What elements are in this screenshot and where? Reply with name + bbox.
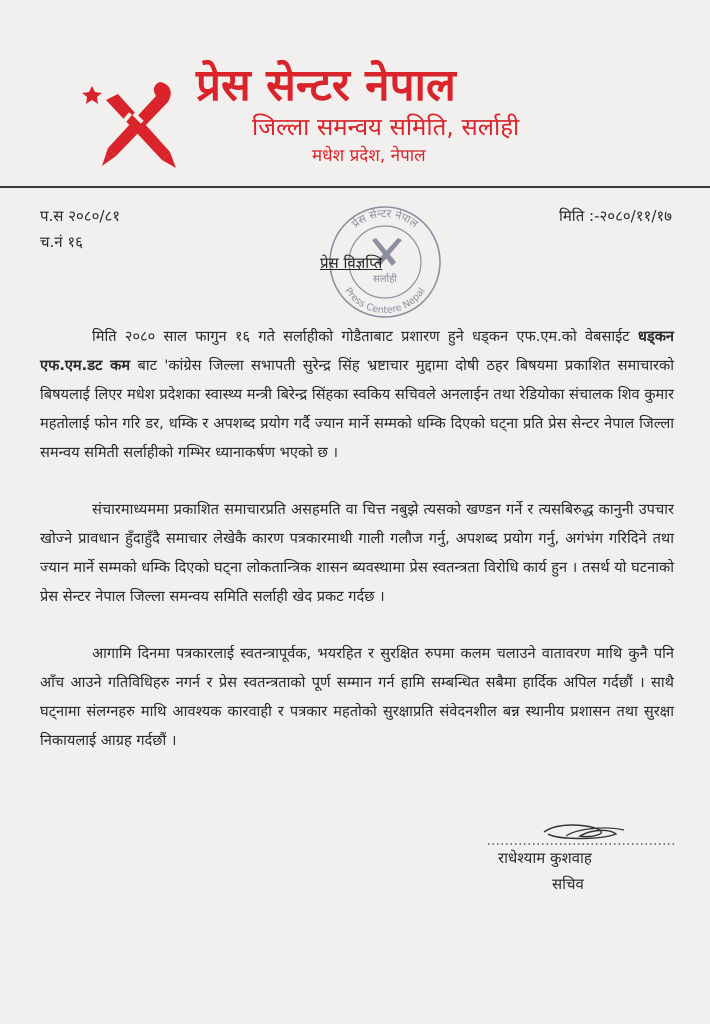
paragraph-1-text-b: बाट 'कांग्रेस जिल्ला सभापती सुरेन्द्र सिंह भ्रष्टाचार मुद्दामा दोषी ठहर बिषयमा प्रकाशित समाचारको बिषयलाई लिएर मधेश प्रदेशका स्वास्थ्य मन्त्री बिरेन्द्र सिंहका स्वकिय सचिवले अनलाईन तथा रेडियोका संचालक शिव कुमार महतोलाई फोन गरि डर, धम्कि र अपशब्द प्रयोग गर्दै ज्यान मार्ने सम्मको धम्कि दिएको घट्ना प्रति प्रेस सेन्टर नेपाल जिल्ला समन्वय समिती सर्लाहीको गम्भिर ध्यानाकर्षण भएको छ । xyxy=(40,357,674,461)
fiscal-year-reference: प.स २०८०/८१ xyxy=(40,207,121,225)
organization-name: प्रेस सेन्टर नेपाल xyxy=(196,60,456,111)
committee-name: जिल्ला समन्वय समिति, सर्लाही xyxy=(252,113,520,141)
signatory-title: सचिव xyxy=(552,875,584,893)
letter-date: मिति :-२०८०/११/१७ xyxy=(558,207,672,225)
handwritten-signature xyxy=(488,818,674,848)
paragraph-3: आगामि दिनमा पत्रकारलाई स्वतन्त्रापूर्वक, भयरहित र सुरक्षित रुपमा कलम चलाउने वातावरण माथि कुनै पनि आँच आउने गतिविधिहरु नगर्न र प्रेस स्वतन्त्रताको पूर्ण सम्मान गर्न हामि सम्बन्धित सबैमा हार्दिक अपिल गर्दछौं । साथै घट्नामा संलग्नहरु माथि आवश्यक कारवाही र पत्रकार महतोको सुरक्षाप्रति संवेदनशील बन्न स्थानीय प्रशासन तथा सुरक्षा निकायलाई आग्रह गर्दछौं । xyxy=(40,645,674,749)
organization-address: मधेश प्रदेश, नेपाल xyxy=(312,146,426,166)
svg-text:Press Centere Nepal xyxy=(342,286,427,316)
svg-text:प्रेस सेन्टर नेपाल xyxy=(349,207,421,231)
paragraph-1-text-a: मिति २०८० साल फागुन १६ गते सर्लाहीको गोडैताबाट प्रशारण हुने धड्कन एफ.एम.को वेबसाईट xyxy=(92,328,638,345)
stamp-outer-text: प्रेस सेन्टर नेपाल xyxy=(349,206,421,231)
release-body xyxy=(40,322,674,783)
paragraph-2: संचारमाध्यममा प्रकाशित समाचारप्रति असहमति वा चित्त नबुझे त्यसको खण्डन गर्ने र त्यसबिरुद्ध कानुनी उपचार खोज्ने प्रावधान हुँदाहुँदै समाचार लेखेकै कारण पत्रकारमाथी गाली गलौज गर्नु, अपशब्द प्रयोग गर्नु, अगंभंग गरिदिने तथा ज्यान मार्ने सम्मको धम्कि दिएको घट्ना लोकतान्त्रिक शासन ब्यवस्थामा प्रेस स्वतन्त्रता विरोधि कार्य हुन । तसर्थ यो घटनाको प्रेस सेन्टर नेपाल जिल्ला समन्वय समिति सर्लाही खेद प्रकट गर्दछ । xyxy=(40,501,674,605)
stamp-inner-text: सर्लाही xyxy=(372,274,398,285)
paragraph-1 xyxy=(40,322,674,467)
signatory-name: राधेश्याम कुशवाह xyxy=(498,849,592,867)
header-divider xyxy=(0,186,710,188)
document-title: प्रेस विज्ञप्ति xyxy=(320,254,383,272)
crossed-pen-brush-logo-icon xyxy=(78,72,178,172)
stamp-english-text: Press Centere Nepal xyxy=(342,285,428,317)
website-name: धड्कन एफ.एम.डट कम xyxy=(40,328,674,374)
dispatch-number: च.नं १६ xyxy=(40,233,83,251)
